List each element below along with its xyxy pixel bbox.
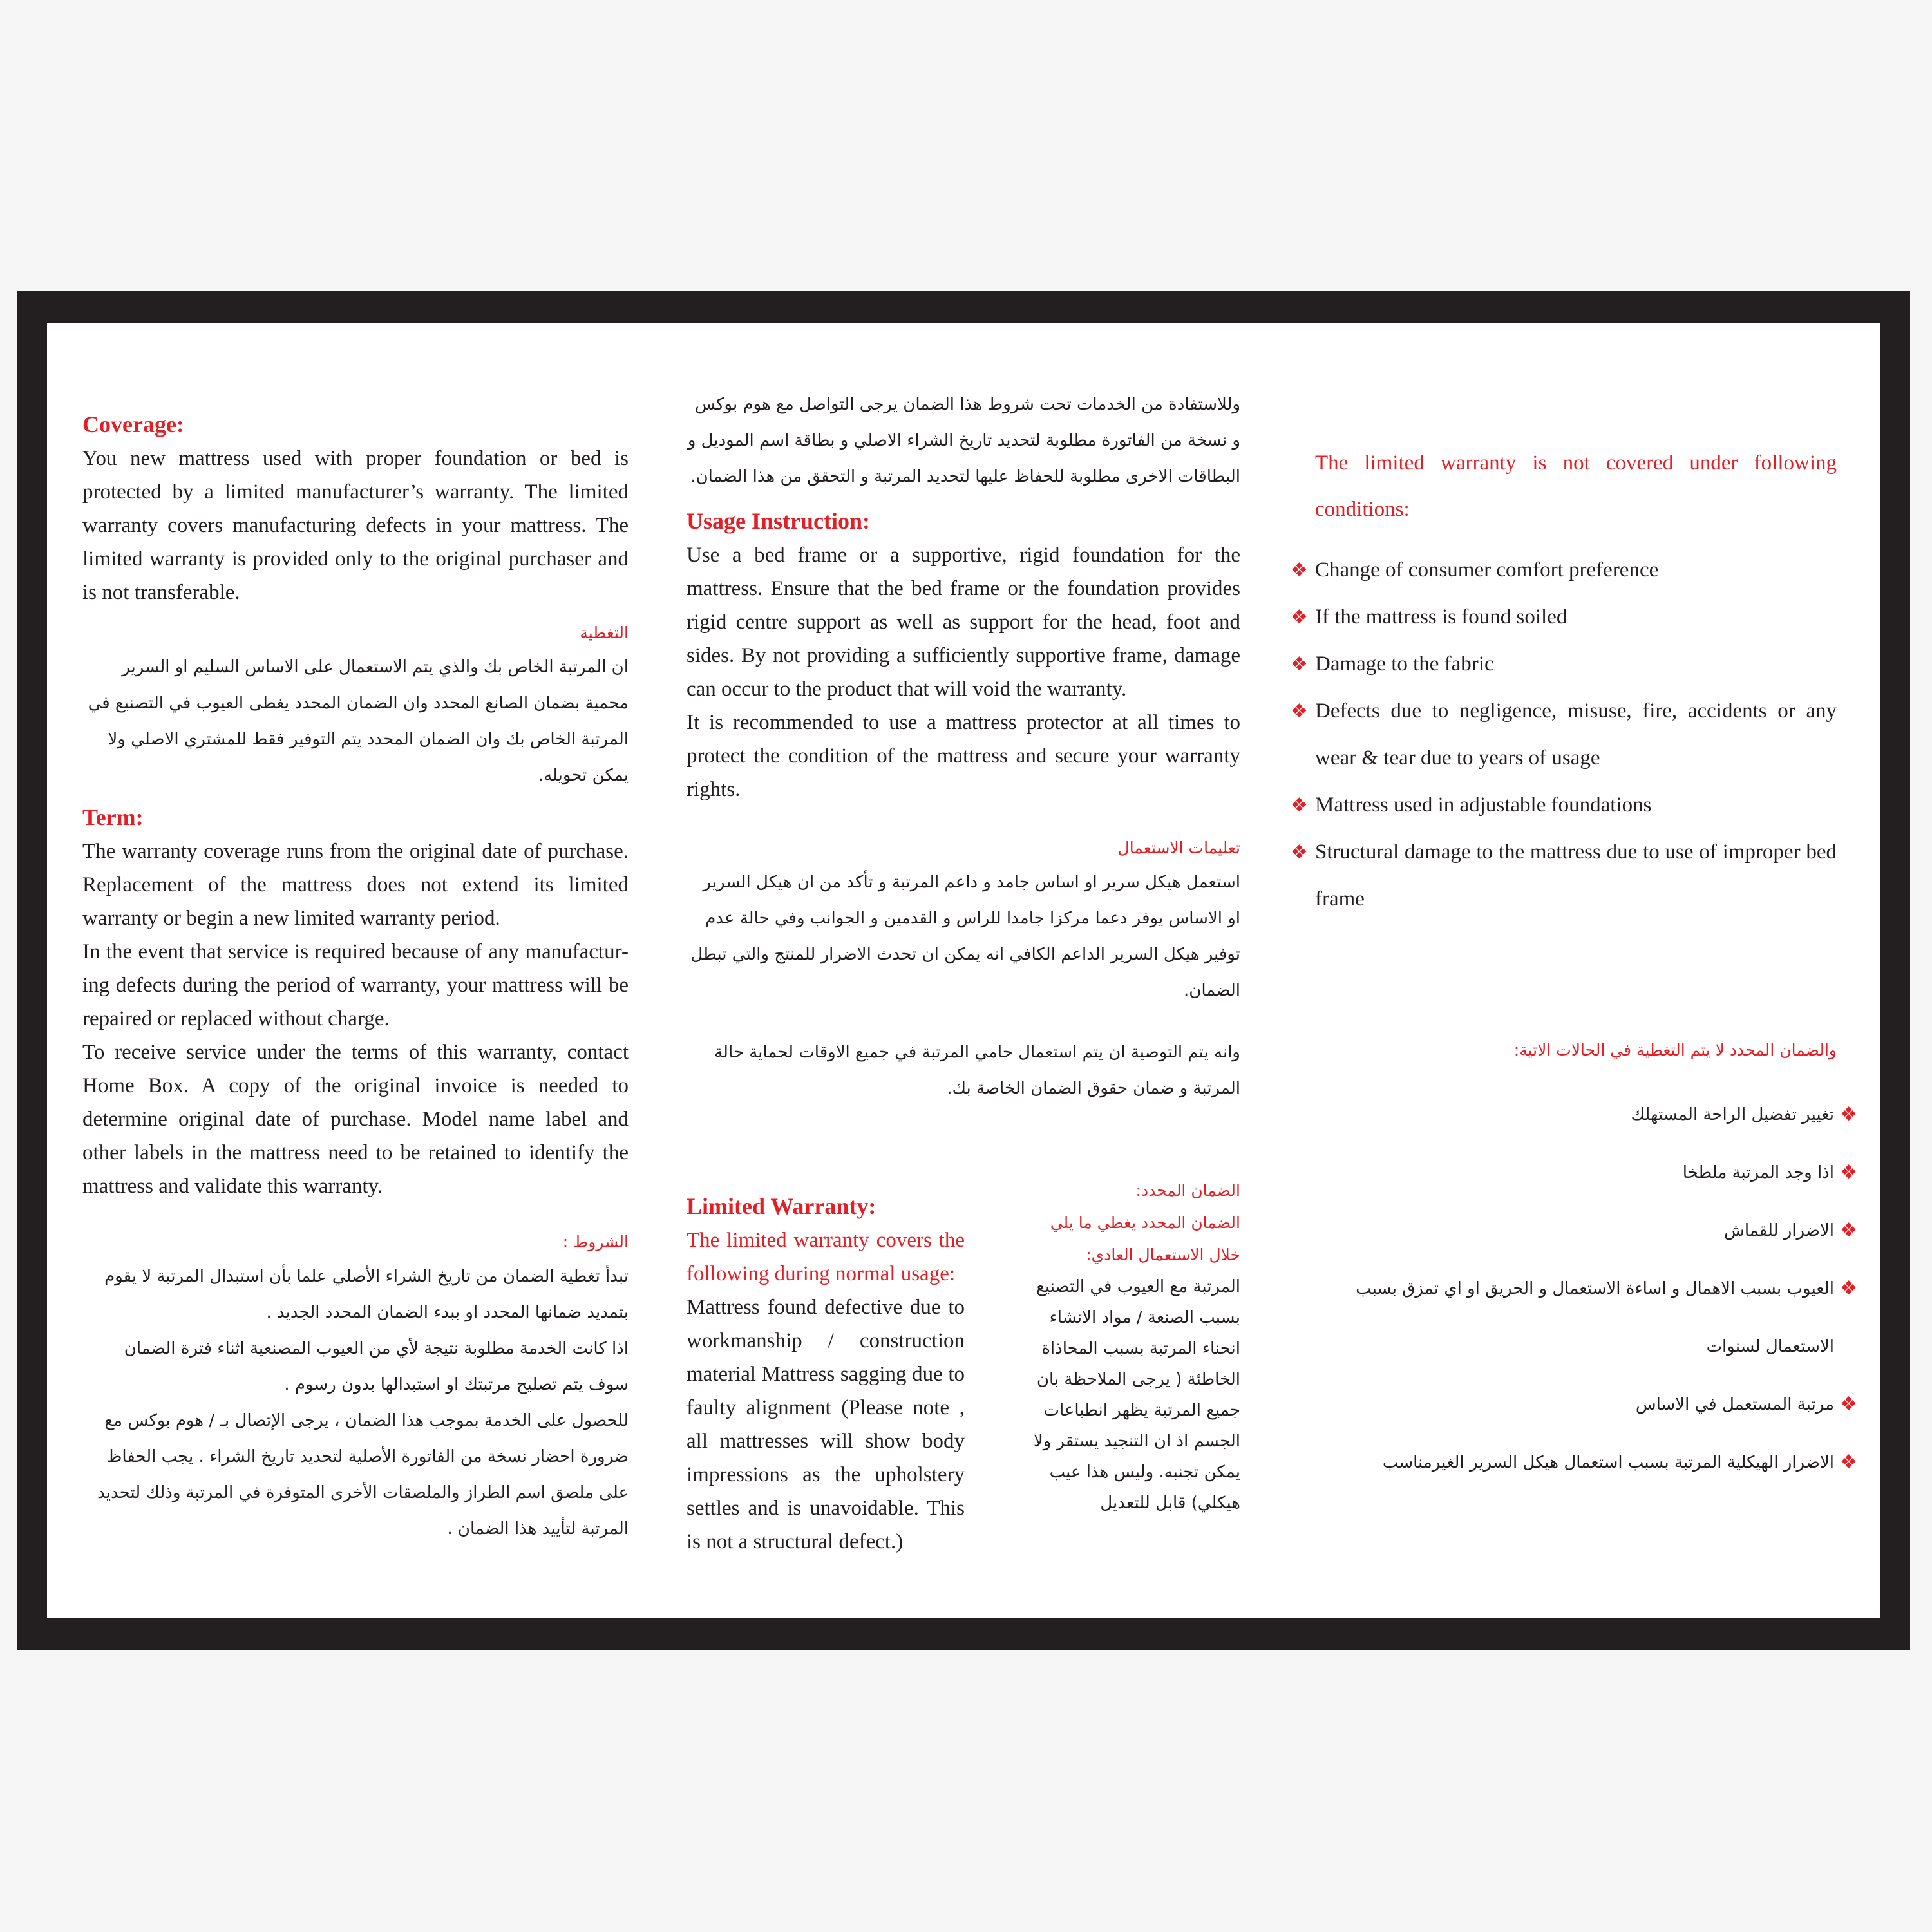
coverage-ar-text: ان المرتبة الخاص بك والذي يتم الاستعمال على الاساس السليم او السرير محمية بضمان الصانع المحدد وان الضمان المحدد يغطى العيوب في التصنيع في المرتبة الخاص بك وان الضمان المحدد يتم التوفير فقط للمشتري الاصلي ولا يمكن تحويله. xyxy=(88,658,629,785)
right-column xyxy=(1291,440,1837,923)
red-four-diamond-icon: ❖ xyxy=(1291,653,1308,676)
not-covered-list xyxy=(1291,547,1837,923)
coverage-ar-heading: التغطية xyxy=(580,623,629,642)
usage-ar-text-1: استعمل هيكل سرير او اساس جامد و داعم المرتبة و تأكد من ان هيكل السرير او الاساس يوفر دعما مركزا جامدا للراس و القدمين و الجوانب وفي حالة عدم توفير هيكل السرير الداعم الكافي انه يمكن ان تحدث الاضرار للمنتج والتي تبطل الضمان. xyxy=(690,873,1240,1000)
term-ar-text-3: للحصول على الخدمة بموجب هذا الضمان ، يرجى الإتصال بـ / هوم بوكس مع ضرورة احضار نسخة من الفاتورة الأصلية لتحديد تاريخ الشراء . يجب الحفاظ على ملصق اسم الطراز والملصقات الأخرى المتوفرة في المرتبة وذلك لتحديد المرتبة لتأييد هذا الضمان . xyxy=(97,1411,629,1539)
not-covered-item: ❖ Defects due to negligence, misuse, fire, accidents or any wear & tear due to years of usage xyxy=(1291,688,1837,782)
red-four-diamond-icon: ❖ xyxy=(1291,700,1308,723)
term-text-3: To receive service under the terms of this warranty, contact Home Box. A copy of the original invoice is needed to determine original date of purchase. Model name label and other labels in the mattress need to be retained to identify the mattress and validate this warranty. xyxy=(82,1041,629,1198)
not-covered-item: ❖ Change of consumer comfort preference xyxy=(1291,547,1837,594)
not-covered-item: ❖ Structural damage to the mattress due to use of improper bed frame xyxy=(1291,829,1837,923)
limited-heading: Limited Warranty: xyxy=(687,1193,876,1219)
red-four-diamond-icon: ❖ xyxy=(1840,1451,1857,1473)
red-four-diamond-icon: ❖ xyxy=(1840,1103,1857,1126)
usage-text-2: It is recommended to use a mattress protector at all times to protect the condition of the mattress and secure your warranty rights. xyxy=(687,711,1240,801)
limited-text: Mattress found defective due to workmanship / construction material Mattress sagging due to faulty alignment (Please note , all mattresses will show body impressions as the upholstery settles and is unavoidable. This is not a structural defect.) xyxy=(687,1296,965,1553)
not-covered-item: ❖ If the mattress is found soiled xyxy=(1291,594,1837,641)
limited-warranty-ar xyxy=(1019,1175,1240,1519)
limited-warranty-en xyxy=(687,1189,965,1558)
red-four-diamond-icon: ❖ xyxy=(1291,794,1308,817)
not-covered-ar-item: ❖ الاضرار للقماش xyxy=(1291,1202,1857,1260)
not-covered-item: ❖ Damage to the fabric xyxy=(1291,641,1837,688)
left-column xyxy=(82,407,629,1547)
not-covered-ar-item: ❖ اذا وجد المرتبة ملطخا xyxy=(1291,1144,1857,1202)
not-covered-ar-item: ❖ العيوب بسبب الاهمال و اساءة الاستعمال و الحريق او اي تمزق بسبب الاستعمال لسنوات xyxy=(1291,1260,1857,1376)
service-ar-text: وللاستفادة من الخدمات تحت شروط هذا الضمان يرجى التواصل مع هوم بوكس و نسخة من الفاتورة مطلوبة لتحديد تاريخ الشراء الاصلي و بطاقة اسم الموديل و البطاقات الاخرى مطلوبة للحفاظ عليها لتحديد المرتبة و التحقق من هذا الضمان. xyxy=(687,395,1240,486)
limited-ar-text: المرتبة مع العيوب في التصنيع بسبب الصنعة / مواد الانشاء انحناء المرتبة بسبب المحاذاة الخاطئة ( يرجى الملاحظة بان جميع المرتبة يظهر انطباعات الجسم اذ ان التنجيد يستقر ولا يمكن تجنبه. وليس هذا عيب هيكلي) قابل للتعديل xyxy=(1033,1277,1240,1513)
usage-heading: Usage Instruction: xyxy=(687,508,870,534)
not-covered-ar-list xyxy=(1291,1086,1857,1492)
coverage-heading: Coverage: xyxy=(82,412,184,437)
middle-column xyxy=(687,386,1240,1106)
red-four-diamond-icon: ❖ xyxy=(1840,1277,1857,1300)
red-four-diamond-icon: ❖ xyxy=(1291,841,1308,864)
term-text-1: The warranty coverage runs from the original date of purchase. Replacement of the mattress does not extend its limited warranty or begin a new limited warranty period. xyxy=(82,840,629,930)
not-covered-ar-item: ❖ الاضرار الهيكلية المرتبة بسبب استعمال هيكل السرير الغيرمناسب xyxy=(1291,1434,1857,1492)
limited-ar-heading-2: الضمان المحدد يغطي ما يلي خلال الاستعمال العادي: xyxy=(1050,1213,1240,1264)
term-heading: Term: xyxy=(82,804,144,830)
limited-subheading: The limited warranty covers the following during normal usage: xyxy=(687,1229,965,1285)
not-covered-item: ❖ Mattress used in adjustable foundations xyxy=(1291,782,1837,829)
limited-ar-heading-1: الضمان المحدد: xyxy=(1135,1181,1240,1200)
term-ar-heading: الشروط : xyxy=(562,1233,629,1251)
red-four-diamond-icon: ❖ xyxy=(1291,559,1308,582)
red-four-diamond-icon: ❖ xyxy=(1840,1219,1857,1242)
coverage-text: You new mattress used with proper foundation or bed is protected by a limited manufacturer’s warranty. The limited warranty covers manufacturing defects in your mattress. The limited warranty is provided only to the original purchaser and is not transferable. xyxy=(82,447,629,604)
not-covered-ar-heading: والضمان المحدد لا يتم التغطية في الحالات الاتية: xyxy=(1513,1041,1837,1059)
red-four-diamond-icon: ❖ xyxy=(1840,1393,1857,1416)
usage-ar-heading: تعليمات الاستعمال xyxy=(1117,838,1240,857)
usage-ar-text-2: وانه يتم التوصية ان يتم استعمال حامي المرتبة في جميع الاوقات لحماية حالة المرتبة و ضمان حقوق الضمان الخاصة بك. xyxy=(714,1043,1240,1098)
not-covered-heading: The limited warranty is not covered under following conditions: xyxy=(1315,451,1837,521)
not-covered-ar-item: ❖ تغيير تفضيل الراحة المستهلك xyxy=(1291,1086,1857,1144)
red-four-diamond-icon: ❖ xyxy=(1291,606,1308,629)
term-text-2: In the event that service is required because of any manufactur-ing defects during the period of warranty, your mattress will be repaired or replaced without charge. xyxy=(82,940,629,1030)
right-column-ar xyxy=(1291,1034,1857,1492)
not-covered-ar-item: ❖ مرتبة المستعمل في الاساس xyxy=(1291,1376,1857,1434)
term-ar-text-1: تبدأ تغطية الضمان من تاريخ الشراء الأصلي علما بأن استبدال المرتبة لا يقوم بتمديد ضمانها المحدد او ببدء الضمان المحدد الجديد . xyxy=(104,1267,629,1322)
usage-text-1: Use a bed frame or a supportive, rigid foundation for the mattress. Ensure that the bed frame or the foundation provides rigid centre support as well as support for the head, foot and sides. By not providing a sufficiently supportive frame, damage can occur to the product that will void the warranty. xyxy=(687,544,1240,701)
red-four-diamond-icon: ❖ xyxy=(1840,1161,1857,1184)
term-ar-text-2: اذا كانت الخدمة مطلوبة نتيجة لأي من العيوب المصنعية اثناء فترة الضمان سوف يتم تصليح مرتبتك او استبدالها بدون رسوم . xyxy=(124,1339,629,1394)
